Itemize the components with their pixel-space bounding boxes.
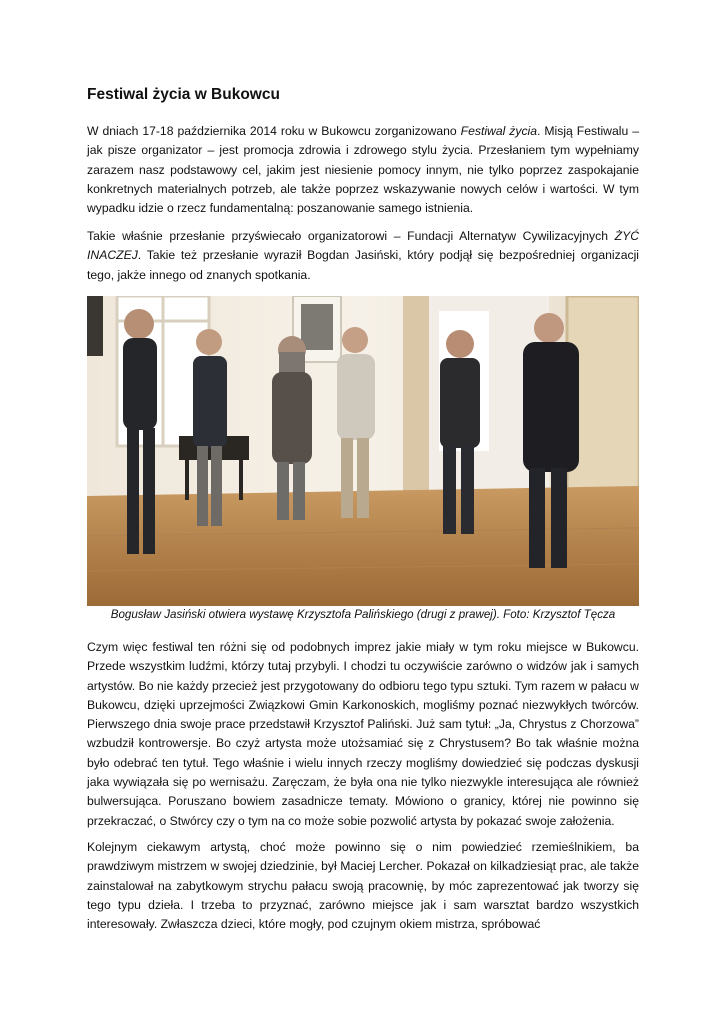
photo-caption: Bogusław Jasiński otwiera wystawę Krzysztofa Palińskiego (drugi z prawej). Foto: Krzysztof Tęcza: [110, 608, 616, 621]
paragraph-festival: Czym więc festiwal ten różni się od podobnych imprez jakie miały w tym roku miejsce w Bukowcu. Przede wszystkim ludźmi, którzy tutaj przybyli. I chodzi tu oczywiście zarówno o widzów jak i samych artystów. Bo nie każdy przecież jest przygotowany do odbioru tego typu sztuki. Tym razem w pałacu w Bukowcu, dzięki uprzejmości Związkowi Gmin Karkonoskich, mogliśmy poznać niezwykłych twórców. Pierwszego dnia swoje prace przedstawił Krzysztof Paliński. Już sam tytuł: „Ja, Chrystus z Chorzowa” wzbudził kontrowersje. Bo czyż artysta może utożsamiać się z Chrystusem? Bo tak właśnie można było odebrać ten tytuł. Tego właśnie i wielu innych rzeczy mogliśmy dowiedzieć się podczas dyskusji jaka wywiązała się po wernisażu. Zaręczam, że była ona nie tylko niezwykle interesująca ale również bulwersująca. Poruszano bowiem zasadnicze tematy. Mówiono o granicy, której nie powinno się przekraczać, o Stwórcy czy o tym na co może sobie pozwolić artysta by pokazać swoje założenia.: [87, 640, 639, 828]
paragraph-organizer-text-b: . Takie też przesłanie wyraził Bogdan Jasiński, który podjął się bezpośredniej organizacji tego, jakże innego od znanych spotkania.: [87, 248, 639, 282]
gallery-opening-photo: [87, 296, 639, 606]
paragraph-intro: [87, 122, 639, 218]
paragraph-organizer-text-a: Takie właśnie przesłanie przyświecało organizatorowi – Fundacji Alternatyw Cywilizacyjnych: [87, 229, 615, 243]
festival-name-emphasis: Festiwal życia: [460, 124, 538, 138]
paragraph-intro-text-a: W dniach 17-18 października 2014 roku w Bukowcu zorganizowano: [87, 124, 461, 138]
article-title: Festiwal życia w Bukowcu: [87, 86, 280, 103]
paragraph-intro-text-b: . Misją Festiwalu – jak pisze organizator – jest promocja zdrowia i zdrowego stylu życia. Przesłaniem tym wypełniamy zarazem nasz podstawowy cel, jakim jest niesienie pomocy innym, nie tylko poprzez zaspokajanie konkretnych materialnych potrzeb, ale także poprzez wskazywanie nowych celów i wartości. W tym wypadku idzie o rzecz fundamentalną: poszanowanie samego istnienia.: [87, 124, 639, 216]
paragraph-artist: Kolejnym ciekawym artystą, choć może powinno się o nim powiedzieć rzemieślnikiem, ba prawdziwym mistrzem w swojej dziedzinie, był Maciej Lercher. Pokazał on kilkadziesiąt prac, ale także zainstalował na zabytkowym strychu pałacu swoją pracownię, by móc zaprezentować jak tworzy się tego typu dzieła. I trzeba to przyznać, zarówno miejsce jak i sam warsztat bardzo wszystkich interesowały. Zwłaszcza dzieci, które mogły, pod czujnym okiem mistrza, spróbować: [87, 840, 639, 932]
photo-illustration: [87, 296, 639, 606]
paragraph-organizer: [87, 227, 639, 285]
foundation-name-emphasis: ŻYĆ INACZEJ: [87, 229, 639, 263]
